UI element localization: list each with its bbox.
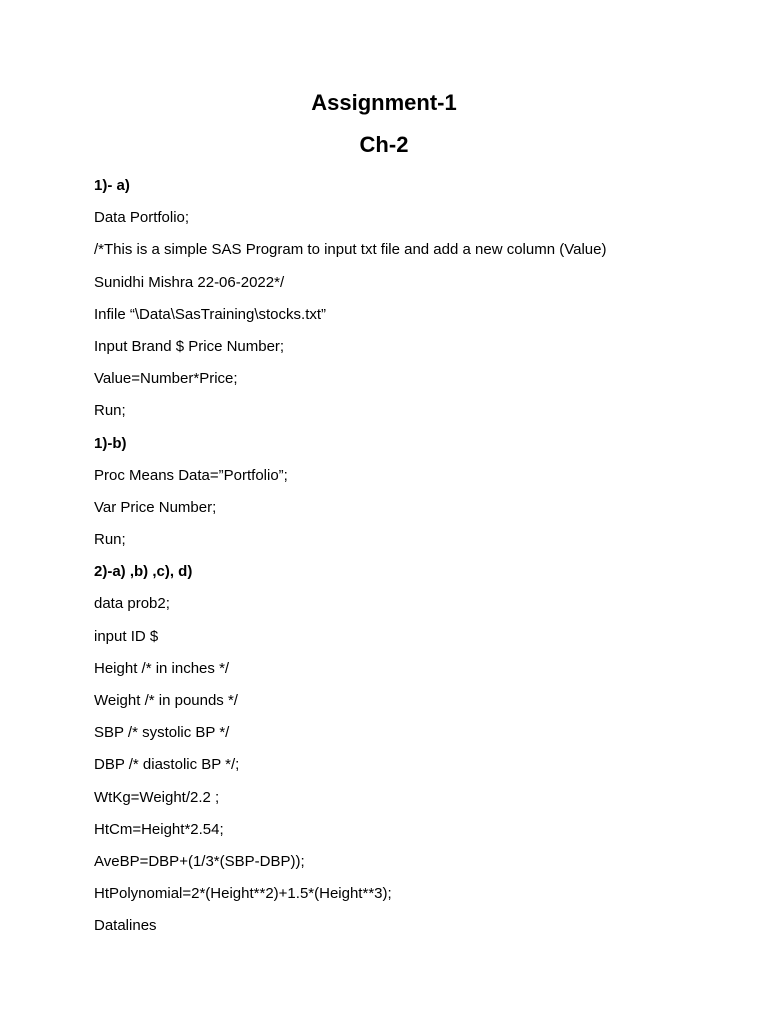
document-line: Value=Number*Price; xyxy=(94,370,238,388)
document-line: Height /* in inches */ xyxy=(94,659,230,677)
document-subtitle: Ch-2 xyxy=(359,132,409,157)
document-line: HtCm=Height*2.54; xyxy=(94,820,224,838)
document-line: Input Brand $ Price Number; xyxy=(94,337,285,355)
document-line: WtKg=Weight/2.2 ; xyxy=(94,788,220,806)
document-line: Sunidhi Mishra 22-06-2022*/ xyxy=(94,273,285,291)
document-line: Infile “\Data\SasTraining\stocks.txt” xyxy=(94,305,327,323)
document-title: Assignment-1 xyxy=(311,90,457,115)
document-line: 1)- a) xyxy=(94,177,130,194)
document-line: DBP /* diastolic BP */; xyxy=(94,756,240,774)
document-line: AveBP=DBP+(1/3*(SBP-DBP)); xyxy=(94,852,305,870)
document-line: 2)-a) ,b) ,c), d) xyxy=(94,563,193,581)
document-line: Var Price Number; xyxy=(94,498,217,516)
document-line: 1)-b) xyxy=(94,434,127,452)
document-body xyxy=(94,170,754,943)
document-line: Run; xyxy=(94,531,126,549)
document-line: HtPolynomial=2*(Height**2)+1.5*(Height**3); xyxy=(94,885,392,903)
document-line: data prob2; xyxy=(94,595,170,613)
document-line: /*This is a simple SAS Program to input txt file and add a new column (Value) xyxy=(94,241,607,259)
document-line: Run; xyxy=(94,402,126,420)
document-line: input ID $ xyxy=(94,627,159,645)
document-line: Data Portfolio; xyxy=(94,209,190,227)
document-line: Weight /* in pounds */ xyxy=(94,692,238,709)
document-line: SBP /* systolic BP */ xyxy=(94,724,230,742)
document-line: Proc Means Data=”Portfolio”; xyxy=(94,466,288,484)
document-line: Datalines xyxy=(94,917,157,935)
